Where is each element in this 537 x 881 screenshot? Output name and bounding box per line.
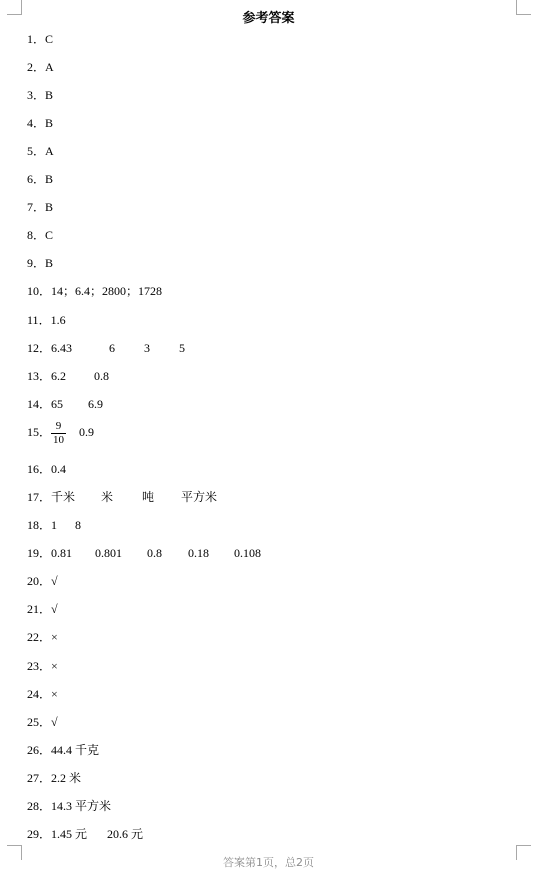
number-separator: ．	[33, 256, 46, 270]
answer-text: 吨	[142, 490, 155, 504]
number-separator: ．	[39, 630, 52, 644]
answer-text: C	[45, 228, 54, 242]
number-separator: ．	[33, 116, 46, 130]
answer-text: B	[45, 200, 54, 214]
answer-text: 米	[101, 490, 114, 504]
answer-item	[27, 741, 99, 759]
answer-item	[27, 254, 53, 272]
number-separator: ．	[39, 574, 52, 588]
number-separator: ．	[39, 715, 52, 729]
answer-text: 千米	[51, 490, 76, 504]
answer-text: A	[45, 144, 54, 158]
answer-text: 6	[109, 341, 115, 355]
question-number: 20	[27, 574, 39, 588]
answer-text: ×	[51, 630, 58, 644]
question-number: 27	[27, 771, 39, 785]
question-number: 1	[27, 32, 33, 46]
number-separator: ．	[39, 659, 52, 673]
question-number: 16	[27, 462, 39, 476]
answer-text: B	[45, 172, 54, 186]
answer-text: 6.2	[51, 369, 66, 383]
answer-item	[27, 657, 58, 675]
number-separator: ．	[33, 144, 46, 158]
answer-text: 0.8	[147, 546, 162, 560]
question-number: 18	[27, 518, 39, 532]
number-separator: ．	[39, 687, 52, 701]
answer-text: √	[51, 602, 58, 616]
answer-text: 3	[144, 341, 150, 355]
answer-item	[27, 628, 58, 646]
number-separator: ．	[33, 88, 46, 102]
answer-item	[27, 516, 81, 534]
answer-text: 0.4	[51, 462, 66, 476]
question-number: 23	[27, 659, 39, 673]
question-number: 5	[27, 144, 33, 158]
number-separator: ．	[33, 200, 46, 214]
answer-item	[27, 460, 66, 478]
question-number: 11	[27, 313, 39, 327]
answer-text: B	[45, 256, 54, 270]
question-number: 24	[27, 687, 39, 701]
number-separator: ．	[39, 369, 52, 383]
answer-text: 1	[51, 518, 57, 532]
answer-text: B	[45, 116, 54, 130]
question-number: 15	[27, 425, 39, 440]
question-number: 3	[27, 88, 33, 102]
question-number: 6	[27, 172, 33, 186]
number-separator: ．	[39, 743, 52, 757]
fraction-denominator: 10	[53, 434, 64, 446]
question-number: 9	[27, 256, 33, 270]
answer-item	[27, 488, 217, 506]
question-number: 21	[27, 602, 39, 616]
number-separator: ．	[39, 518, 52, 532]
answer-item	[27, 282, 162, 300]
answer-item	[27, 226, 53, 244]
answer-item	[27, 170, 53, 188]
number-separator: ．	[39, 771, 52, 785]
answer-item	[27, 420, 94, 446]
answer-text: 平方米	[181, 490, 218, 504]
answer-text: 0.18	[188, 546, 209, 560]
question-number: 19	[27, 546, 39, 560]
answer-text: ×	[51, 687, 58, 701]
answer-text: 14.3 平方米	[51, 799, 112, 813]
page-footer: 答案第1页，总2页	[223, 856, 314, 869]
answer-text: 5	[179, 341, 185, 355]
question-number: 25	[27, 715, 39, 729]
answer-text: 0.81	[51, 546, 72, 560]
answer-text: 14；6.4；2800；1728	[51, 284, 163, 298]
answer-text: √	[51, 574, 58, 588]
answer-text: B	[45, 88, 54, 102]
answer-item	[27, 86, 53, 104]
answer-text: √	[51, 715, 58, 729]
number-separator: ．	[39, 284, 52, 298]
page-title: 参考答案	[242, 11, 295, 26]
answer-text: 2.2 米	[51, 771, 82, 785]
answer-item	[27, 797, 111, 815]
number-separator: ．	[39, 546, 52, 560]
question-number: 14	[27, 397, 39, 411]
answer-item	[27, 339, 185, 357]
answer-text: C	[45, 32, 54, 46]
number-separator: ．	[39, 602, 52, 616]
question-number: 4	[27, 116, 33, 130]
answer-item	[27, 198, 53, 216]
question-number: 7	[27, 200, 33, 214]
question-number: 12	[27, 341, 39, 355]
question-number: 13	[27, 369, 39, 383]
answer-item	[27, 572, 58, 590]
question-number: 22	[27, 630, 39, 644]
answer-text: 44.4 千克	[51, 743, 100, 757]
answer-text: 20.6 元	[107, 827, 144, 841]
answer-item	[27, 30, 53, 48]
answer-item	[27, 769, 81, 787]
number-separator: ．	[33, 60, 46, 74]
answer-text: 8	[75, 518, 81, 532]
fraction-numerator: 9	[55, 420, 62, 432]
answer-text: 0.801	[95, 546, 122, 560]
number-separator: ．	[33, 172, 46, 186]
answer-text: 6.43	[51, 341, 72, 355]
number-separator: ．	[39, 425, 52, 440]
number-separator: ．	[39, 341, 52, 355]
answer-text: 0.108	[234, 546, 261, 560]
answer-item	[27, 58, 54, 76]
answer-item	[27, 544, 261, 562]
answer-item	[27, 311, 66, 329]
answer-item	[27, 825, 143, 843]
question-number: 10	[27, 284, 39, 298]
answer-item	[27, 600, 58, 618]
question-number: 28	[27, 799, 39, 813]
answer-item	[27, 713, 58, 731]
answer-text: ×	[51, 659, 58, 673]
number-separator: ．	[39, 490, 52, 504]
question-number: 29	[27, 827, 39, 841]
question-number: 26	[27, 743, 39, 757]
answer-item	[27, 367, 109, 385]
answer-text: 1.6	[50, 313, 66, 327]
answer-item	[27, 395, 103, 413]
question-number: 17	[27, 490, 39, 504]
number-separator: ．	[39, 827, 52, 841]
question-number: 8	[27, 228, 33, 242]
number-separator: ．	[39, 462, 52, 476]
number-separator: ．	[39, 799, 52, 813]
answer-item	[27, 114, 53, 132]
answer-text: 0.9	[79, 425, 94, 440]
number-separator: ．	[38, 313, 51, 327]
answer-text: 0.8	[94, 369, 109, 383]
number-separator: ．	[33, 32, 46, 46]
answer-item	[27, 685, 58, 703]
answer-text: 1.45 元	[51, 827, 88, 841]
fraction-answer	[51, 420, 66, 447]
answer-item	[27, 142, 54, 160]
answer-text: A	[45, 60, 54, 74]
answer-text: 6.9	[88, 397, 103, 411]
number-separator: ．	[33, 228, 46, 242]
question-number: 2	[27, 60, 33, 74]
answer-text: 65	[51, 397, 63, 411]
number-separator: ．	[39, 397, 52, 411]
